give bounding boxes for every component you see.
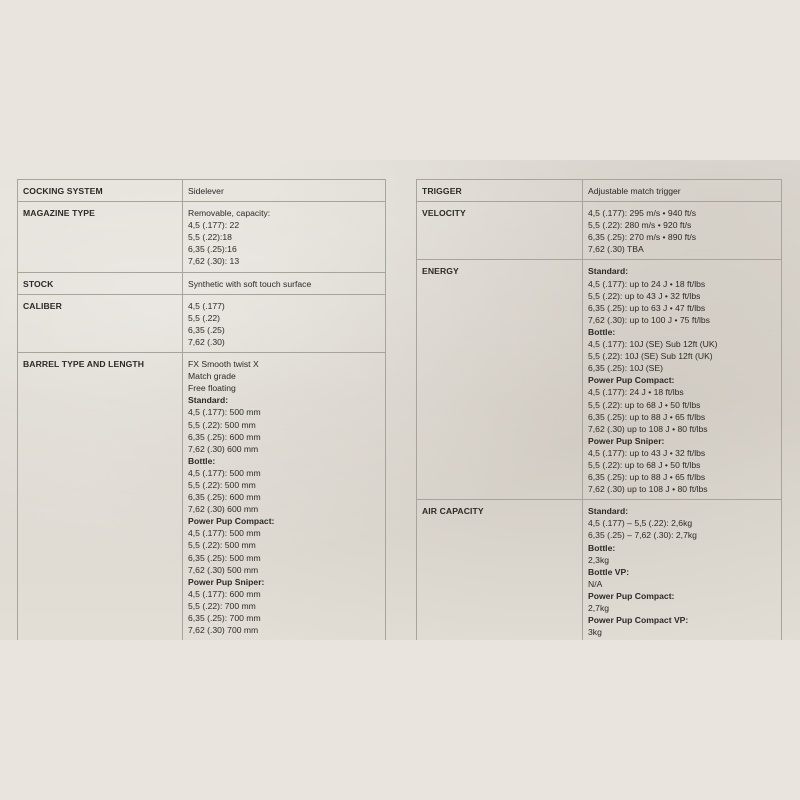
spec-value-line: 7,62 (.30) 600 mm — [188, 504, 259, 515]
spec-value-line: 6,35 (.25): 10J (SE) — [588, 363, 663, 374]
spec-value-line: 5,5 (.22):18 — [188, 232, 232, 243]
spec-subheading: Power Pup Compact: — [588, 375, 675, 386]
spec-value-line: FX Smooth twist X — [188, 359, 259, 370]
spec-value-line: 6,35 (.25): up to 88 J • 65 ft/lbs — [588, 472, 706, 483]
spec-label: AIR CAPACITY — [417, 500, 583, 640]
spec-value-line: 4,5 (.177) — [188, 300, 225, 311]
spec-value-line: 5,5 (.22) — [188, 312, 221, 323]
spec-value-line: 7,62 (.30): 13 — [188, 256, 240, 267]
spec-value — [183, 353, 386, 640]
spec-value-line: 4,5 (.177) – 5,5 (.22): 2,6kg — [588, 518, 693, 529]
spec-value-line: N/A — [588, 578, 603, 589]
spec-subheading: Bottle: — [188, 455, 216, 466]
spec-value-line: Removable, capacity: — [188, 208, 271, 219]
spec-subheading: Bottle: — [588, 326, 616, 337]
spec-row — [18, 202, 386, 272]
spec-value-line: 7,62 (.30) 600 mm — [188, 443, 259, 454]
spec-subheading: Bottle: — [588, 542, 616, 553]
spec-subheading: Power Pup Compact VP: — [588, 615, 689, 626]
spec-table-left-body — [18, 180, 386, 641]
spec-label: STOCK — [18, 272, 183, 294]
spec-row — [18, 353, 386, 640]
spec-value-line: 6,35 (.25): 270 m/s • 890 ft/s — [588, 232, 697, 243]
spec-value-line: 5,5 (.22): 500 mm — [188, 419, 256, 430]
spec-row — [18, 180, 386, 202]
spec-value-line: 6,35 (.25): up to 63 J • 47 ft/lbs — [588, 302, 706, 313]
spec-label: CALIBER — [18, 294, 183, 352]
spec-value-line: 6,35 (.25): 600 mm — [188, 431, 261, 442]
spec-value-line: 5,5 (.22): 10J (SE) Sub 12ft (UK) — [588, 351, 713, 362]
spec-value-line: 4,5 (.177): 500 mm — [188, 407, 261, 418]
spec-row — [417, 202, 782, 260]
spec-value — [583, 180, 782, 202]
spec-value-line: Free floating — [188, 383, 236, 394]
spec-value-line: 6,35 (.25): up to 88 J • 65 ft/lbs — [588, 411, 706, 422]
spec-value-line: 7,62 (.30) up to 108 J • 80 ft/lbs — [588, 484, 708, 495]
spec-value-line: Synthetic with soft touch surface — [188, 278, 312, 289]
spec-label: ENERGY — [417, 260, 583, 500]
spec-value-line: 3kg — [588, 627, 602, 638]
spec-value-line: 6,35 (.25): 600 mm — [188, 492, 261, 503]
spec-row — [417, 260, 782, 500]
spec-value-line: 7,62 (.30) 500 mm — [188, 564, 259, 575]
spec-value-line: Sidelever — [188, 186, 224, 196]
spec-table-left — [17, 179, 386, 640]
spec-value-line: 2,3kg — [588, 554, 610, 565]
spec-value-line: 7,62 (.30) TBA — [588, 244, 644, 255]
spec-label: COCKING SYSTEM — [18, 180, 183, 202]
spec-row — [417, 180, 782, 202]
spec-value-line: 4,5 (.177): 22 — [188, 220, 240, 231]
spec-value-line: 7,62 (.30) — [188, 336, 225, 347]
spec-value-line: 6,35 (.25):16 — [188, 244, 237, 255]
spec-value-line: 6,35 (.25): 700 mm — [188, 613, 261, 623]
spec-label: VELOCITY — [417, 202, 583, 260]
spec-value-line: 5,5 (.22): 500 mm — [188, 479, 256, 490]
spec-value-line: 6,35 (.25) – 7,62 (.30): 2,7kg — [588, 530, 697, 541]
spec-table-right — [416, 179, 782, 640]
spec-value-line: 5,5 (.22): up to 68 J • 50 ft/lbs — [588, 399, 701, 410]
spec-subheading: Power Pup Compact: — [588, 590, 675, 601]
spec-label: TRIGGER — [417, 180, 583, 202]
spec-row — [417, 500, 782, 640]
spec-value-line: 4,5 (.177): 10J (SE) Sub 12ft (UK) — [588, 339, 718, 350]
spec-value-line: 2,7kg — [588, 603, 610, 613]
spec-value — [183, 202, 386, 272]
spec-value-line: 5,5 (.22): 280 m/s • 920 ft/s — [588, 220, 692, 231]
spec-subheading: Bottle VP: — [588, 566, 630, 577]
spec-row — [18, 272, 386, 294]
spec-subheading: Power Pup Compact: — [188, 516, 275, 527]
spec-value-line: 7,62 (.30): up to 100 J • 75 ft/lbs — [588, 314, 710, 325]
spec-value-line: 5,5 (.22): 500 mm — [188, 540, 256, 551]
spec-label: BARREL TYPE AND LENGTH — [18, 353, 183, 640]
spec-value-line: 4,5 (.177): 500 mm — [188, 528, 261, 539]
spec-subheading: Power Pup Sniper: — [188, 576, 265, 587]
spec-value — [183, 272, 386, 294]
spec-value-line: 4,5 (.177): 600 mm — [188, 588, 261, 599]
spec-value-line: 4,5 (.177): up to 24 J • 18 ft/lbs — [588, 278, 706, 289]
spec-label: MAGAZINE TYPE — [18, 202, 183, 272]
spec-value — [183, 294, 386, 352]
spec-value-line: 5,5 (.22): up to 43 J • 32 ft/lbs — [588, 290, 701, 301]
spec-value-line: 5,5 (.22): up to 68 J • 50 ft/lbs — [588, 459, 701, 470]
spec-subheading: Power Pup Sniper: — [588, 435, 665, 446]
spec-value — [583, 202, 782, 260]
spec-value-line: 6,35 (.25): 500 mm — [188, 552, 261, 563]
spec-value-line: 7,62 (.30) 700 mm — [188, 625, 259, 636]
spec-value-line: 4,5 (.177): up to 43 J • 32 ft/lbs — [588, 447, 706, 458]
spec-subheading: Standard: — [588, 506, 629, 517]
spec-value-line: 5,5 (.22): 700 mm — [188, 600, 256, 611]
spec-value — [583, 500, 782, 640]
spec-subheading: Standard: — [588, 266, 629, 277]
spec-value-line: 4,5 (.177): 295 m/s • 940 ft/s — [588, 208, 697, 219]
spec-value-line: Match grade — [188, 371, 236, 382]
spec-value — [183, 180, 386, 202]
spec-row — [18, 294, 386, 352]
spec-value-line: 7,62 (.30) up to 108 J • 80 ft/lbs — [588, 423, 708, 434]
spec-sheet-page — [0, 160, 800, 640]
spec-value — [583, 260, 782, 500]
spec-value-line: 4,5 (.177): 500 mm — [188, 467, 261, 478]
spec-table-right-body — [417, 180, 782, 641]
spec-value-line: 6,35 (.25) — [188, 324, 225, 335]
spec-value-line: 4,5 (.177): 24 J • 18 ft/lbs — [588, 387, 684, 398]
spec-value-line: Adjustable match trigger — [588, 186, 681, 196]
spec-subheading: Standard: — [188, 395, 229, 406]
